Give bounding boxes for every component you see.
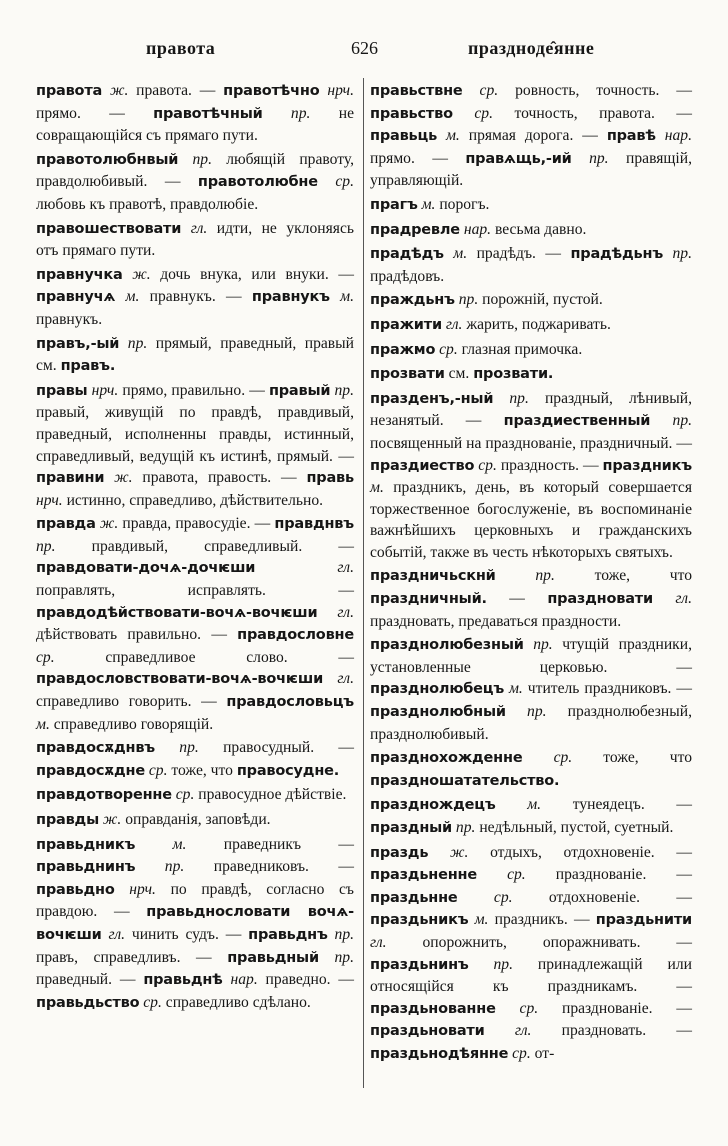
header-right-guideword: праздноде̂янне — [468, 38, 595, 58]
dictionary-entry: правды ж. оправданія, заповѣди. — [36, 811, 271, 828]
left-column — [36, 80, 354, 1016]
page-number: 626 — [351, 38, 378, 58]
dictionary-entry: правота ж. правота. — правотѣчно нрч. прямо. — правотѣчный пр. не совращающійся съ прямаго пути. — [36, 82, 354, 145]
dictionary-entry: правдотворенне ср. правосудное дѣйствіе. — [36, 786, 347, 804]
dictionary-entry: прадѣдъ м. прадѣдъ. — прадѣдьнъ пр. прадѣдовъ. — [370, 245, 692, 285]
dictionary-entry: празднохожденне ср. тоже, что праздношатательство. — [370, 749, 693, 789]
dictionary-entry: прозвати см. прозвати. — [370, 365, 554, 383]
dictionary-entry: празденъ,-ный пр. праздный, лѣнивый, незанятый. — праздиественный пр. посвященный на празднованіе, праздничный. — праздиество ср. праздность. — праздникъ м. праздникъ, день, въ который совершается торжественное богослуженіе, въ воспоминаніе важнѣйшихъ церковныхъ и гражданскихъ событій, также въ честь нѣкоторыхъ святыхъ. — [370, 389, 693, 561]
dictionary-entry: правдосѫднвъ пр. правосудный. — правдосѫдне ср. тоже, что правосудне. — [36, 739, 354, 779]
dictionary-entry: праждьнъ пр. порожній, пустой. — [370, 291, 603, 309]
right-column — [370, 80, 692, 1068]
dictionary-entry: прагъ м. порогъ. — [370, 195, 490, 213]
dictionary-entry: пражмо ср. глазная примочка. — [370, 340, 583, 358]
dictionary-entry: правотолюбнвый пр. любящій правоту, правдолюбивый. — правотолюбне ср. любовь къ правотѣ, правдолюбіе. — [36, 150, 354, 213]
dictionary-entry: празднождецъ м. тунеядецъ. — праздный пр. недѣльный, пустой, суетный. — [370, 796, 692, 836]
dictionary-entry: пражити гл. жарить, поджаривать. — [370, 315, 611, 333]
page-header — [36, 38, 691, 64]
dictionary-entry: правьдникъ м. праведникъ — правьднинъ пр. праведниковъ. — правьдно нрч. по правдѣ, согласно съ правдою. — правьднословати вочѧ-вочѥши гл. чинить судъ. — правьднъ пр. правъ, справедливъ. — правьдный пр. праведный. — правьднѣ нар. праведно. — правьдьство ср. справедливо сдѣлано. — [36, 835, 355, 1011]
dictionary-entry: правы нрч. прямо, правильно. — правый пр. правый, живущій по правдѣ, правдивый, праведный, исполненны правды, истинный, справедливый, ведущій къ истинѣ, прямый. — правини ж. правота, правость. — правь нрч. истинно, справедливо, дѣйствительно. — [36, 381, 354, 509]
header-left-guideword: правота — [146, 38, 216, 58]
column-divider — [363, 78, 364, 1088]
dictionary-entry: правъ,-ый пр. прямый, праведный, правый см. правъ. — [36, 334, 354, 375]
dictionary-entry: прадревле нар. весьма давно. — [370, 220, 587, 238]
dictionary-entry: правошествовати гл. идти, не уклоняясь отъ прямаго пути. — [36, 219, 354, 260]
dictionary-entry: правьствне ср. ровность, точность. — правьство ср. точность, правота. — правьць м. прямая дорога. — правѣ нар. прямо. — правѧщь,-ий пр. правящій, управляющій. — [370, 82, 692, 190]
dictionary-entry: правда ж. правда, правосудіе. — правднвъ пр. правдивый, справедливый. — правдовати-дочѧ-дочѥши гл. поправлять, исправлять. — правдодѣйствовати-вочѧ-вочѥши гл. дѣйствовать правильно. — правдословне ср. справедливое слово. — правдословствовати-вочѧ-вочѥши гл. справедливо говорить. — правдословьцъ м. справедливо говорящій. — [36, 515, 354, 733]
dictionary-entry: праздничьскнй пр. тоже, что праздничный. — праздновати гл. праздновать, предаваться праздности. — [370, 567, 692, 630]
dictionary-entry: праздь ж. отдыхъ, отдохновеніе. — праздьненне ср. празднованіе. — праздьнне ср. отдохновеніе. — праздьникъ м. праздникъ. — праздьнити гл. опорожнить, опоражнивать. — праздьнинъ пр. принадлежащій или относящійся къ праздникамъ. — праздьнованне ср. празднованіе. — праздьновати гл. праздновать. — праздьнодѣянне ср. от- — [370, 843, 693, 1062]
dictionary-entry: правнучка ж. дочь внука, или внуки. — правнучѧ м. правнукъ. — правнукъ м. правнукъ. — [36, 265, 355, 328]
dictionary-entry: празднолюбезный пр. чтущій праздники, установленные церковью. — празднолюбецъ м. чтитель праздниковъ. — празднолюбный пр. празднолюбезный, празднолюбивый. — [370, 636, 692, 743]
